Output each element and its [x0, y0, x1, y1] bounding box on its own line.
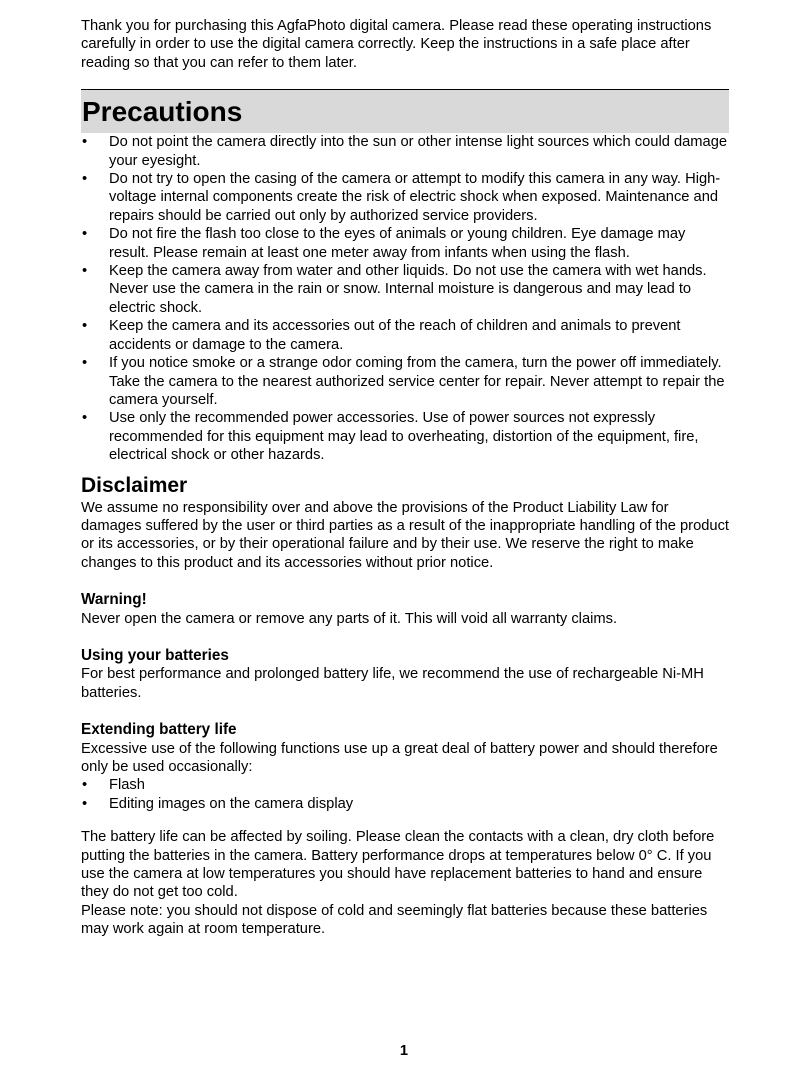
list-item	[81, 795, 729, 813]
precaution-text: Use only the recommended power accessories. Use of power sources not expressly recommended for this equipment may lead to overheating, distortion of the equipment, fire, electrical shock or other hazards.	[109, 410, 699, 464]
batteries-text: For best performance and prolonged battery life, we recommend the use of rechargeable Ni-MH batteries.	[81, 666, 704, 701]
bullet-icon: •	[82, 318, 88, 335]
bullet-icon: •	[82, 355, 88, 372]
manual-page	[81, 17, 729, 939]
bullet-icon: •	[82, 795, 88, 812]
bullet-icon: •	[82, 134, 88, 151]
list-item	[81, 317, 729, 354]
function-text: Editing images on the camera display	[109, 795, 354, 812]
list-item	[81, 776, 729, 794]
extending-text: Excessive use of the following functions use up a great deal of battery power and should therefore only be used occasionally:	[81, 740, 718, 775]
battery-note-paragraph: Please note: you should not dispose of cold and seemingly flat batteries because these batteries may work again at room temperature.	[81, 902, 708, 938]
page-number: 1	[399, 1043, 409, 1059]
disclaimer-text: We assume no responsibility over and above the provisions of the Product Liability Law for damages suffered by the user or third parties as a result of the inappropriate handling of the product or its accessories, or by their operational failure and by their use. We reserve the right to make changes to this product and its accessories without prior notice.	[81, 499, 730, 571]
battery-care-paragraph: The battery life can be affected by soiling. Please clean the contacts with a clean, dry cloth before putting the batteries in the camera. Battery performance drops at temperatures below 0° C. If you use the camera at low temperatures you should have replacement batteries to hand and ensure they do not get too cold.	[81, 829, 715, 901]
precaution-text: Do not fire the flash too close to the eyes of animals or young children. Eye damage may result. Please remain at least one meter away from infants when using the flash.	[109, 226, 686, 261]
bullet-icon: •	[82, 410, 88, 427]
list-item	[81, 225, 729, 262]
warning-heading: Warning!	[81, 591, 147, 609]
precaution-text: Do not try to open the casing of the camera or attempt to modify this camera in any way. High-voltage internal components create the risk of electric shock when exposed. Maintenance and repairs should be carried out only by authorized service providers.	[109, 171, 721, 224]
list-item	[81, 133, 729, 170]
precaution-text: Keep the camera and its accessories out of the reach of children and animals to prevent accidents or damage to the camera.	[109, 318, 681, 353]
batteries-heading: Using your batteries	[81, 646, 229, 664]
list-item	[81, 409, 729, 464]
battery-functions-list	[81, 776, 729, 813]
precaution-text: If you notice smoke or a strange odor coming from the camera, turn the power off immediately. Take the camera to the nearest authorized service center for repair. Never attempt to repair the camera yourself.	[109, 355, 725, 408]
precaution-text: Do not point the camera directly into the sun or other intense light sources which could damage your eyesight.	[109, 134, 728, 169]
bullet-icon: •	[82, 226, 88, 243]
disclaimer-heading: Disclaimer	[81, 473, 188, 497]
precautions-list	[81, 133, 729, 464]
intro-paragraph: Thank you for purchasing this AgfaPhoto digital camera. Please read these operating instructions carefully in order to use the digital camera correctly. Keep the instructions in a safe place after reading so that you can refer to them later.	[81, 18, 712, 71]
list-item	[81, 262, 729, 317]
bullet-icon: •	[82, 171, 88, 188]
bullet-icon: •	[82, 777, 88, 794]
extending-heading: Extending battery life	[81, 721, 237, 739]
function-text: Flash	[109, 777, 145, 794]
precautions-heading: Precautions	[81, 89, 729, 133]
list-item	[81, 170, 729, 225]
precaution-text: Keep the camera away from water and other liquids. Do not use the camera with wet hands. Never use the camera in the rain or snow. Internal moisture is dangerous and may lead to electric shock.	[109, 263, 707, 316]
list-item	[81, 354, 729, 409]
bullet-icon: •	[82, 263, 88, 280]
warning-text: Never open the camera or remove any parts of it. This will void all warranty claims.	[81, 610, 618, 627]
